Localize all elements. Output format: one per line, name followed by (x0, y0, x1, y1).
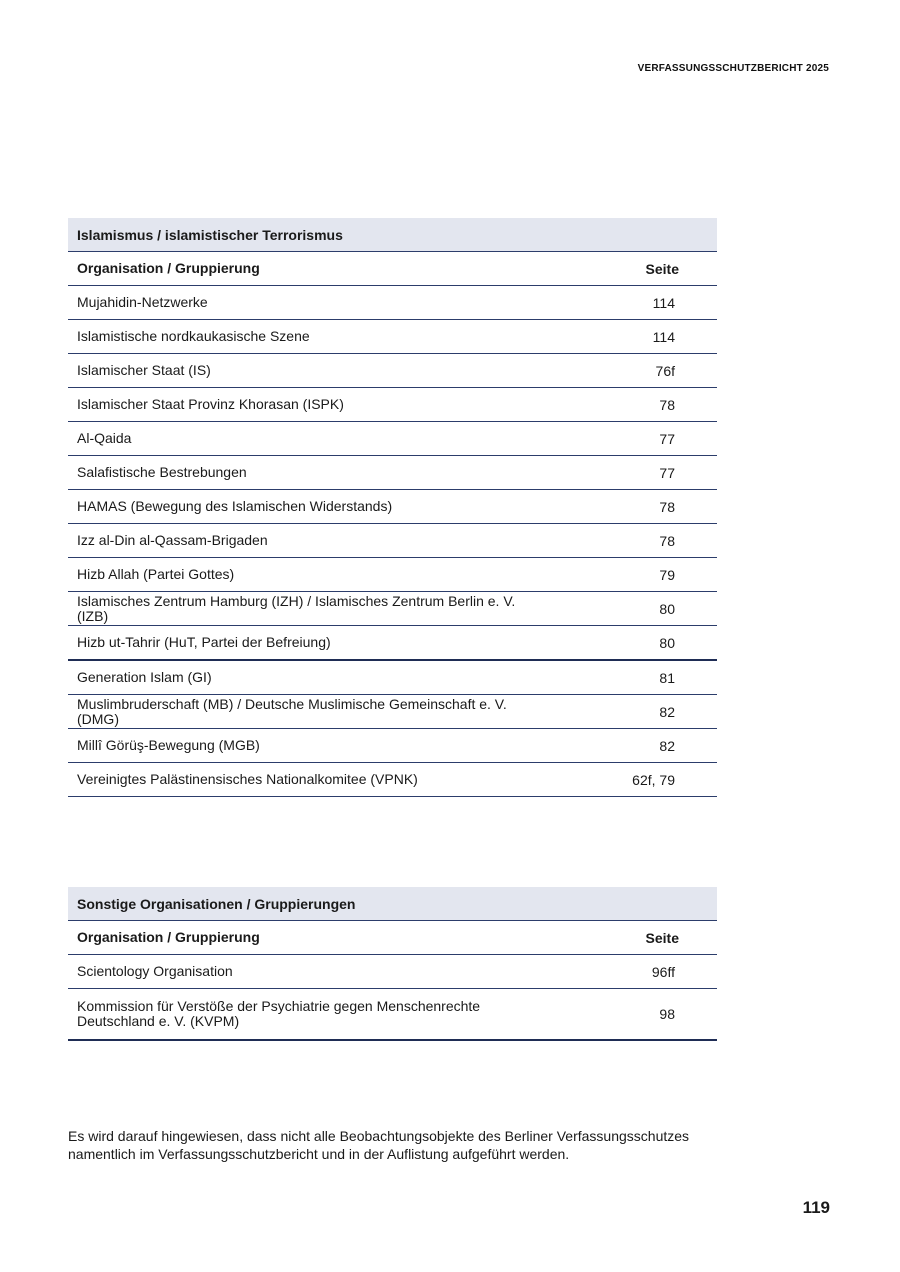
table-row (68, 695, 717, 729)
organisation-name: Salafistische Bestrebungen (77, 464, 247, 480)
page-reference: 96ff (651, 963, 675, 980)
organisation-name: Muslimbruderschaft (MB) / Deutsche Muslimische Gemeinschaft e. V. (DMG) (77, 695, 507, 727)
page-reference: 98 (659, 1006, 675, 1022)
running-head: VERFASSUNGSSCHUTZBERICHT 2025 (637, 63, 829, 74)
page-reference: 114 (652, 294, 675, 311)
organisation-name: Scientology Organisation (77, 963, 233, 979)
page-reference: 77 (659, 464, 675, 481)
organisation-name: Millî Görüş-Bewegung (MGB) (77, 737, 260, 753)
page-reference: 114 (652, 328, 675, 345)
table-row (68, 354, 717, 388)
page-reference: 82 (659, 737, 675, 754)
page-reference: 80 (659, 634, 675, 651)
organisation-name: Mujahidin-Netzwerke (77, 294, 208, 310)
page-reference: 79 (659, 566, 675, 583)
table-row (68, 286, 717, 320)
page-reference: 81 (659, 669, 675, 686)
page-reference: 80 (659, 600, 675, 617)
organisation-name: Islamistische nordkaukasische Szene (77, 328, 310, 344)
organisation-name: Izz al-Din al-Qassam-Brigaden (77, 532, 268, 548)
organisation-name: Vereinigtes Palästinensisches Nationalkomitee (VPNK) (77, 771, 418, 787)
organisation-name: Hizb Allah (Partei Gottes) (77, 566, 235, 582)
islamism-table (68, 218, 717, 797)
page-reference: 78 (659, 498, 675, 515)
table-row (68, 729, 717, 763)
other-organisations-table (68, 887, 717, 1041)
organisation-name: Islamisches Zentrum Hamburg (IZH) / Islamisches Zentrum Berlin e. V. (IZB) (77, 592, 516, 624)
table-row (68, 388, 717, 422)
table-row (68, 320, 717, 354)
footnote-text: Es wird darauf hingewiesen, dass nicht alle Beobachtungsobjekte des Berliner Verfassungsschutzes namentlich im Verfassungsschutzbericht und in der Auflistung aufgeführt werden. (68, 1128, 690, 1162)
page-number: 119 (802, 1198, 830, 1217)
column-header-organisation: Organisation / Gruppierung (77, 260, 260, 276)
organisation-name: Islamischer Staat Provinz Khorasan (ISPK) (77, 396, 344, 412)
table-row (68, 661, 717, 695)
page-reference: 78 (659, 396, 675, 413)
organisation-name: Hizb ut-Tahrir (HuT, Partei der Befreiung) (77, 634, 331, 650)
table-header-row (68, 921, 717, 955)
page-reference: 82 (659, 703, 675, 720)
organisation-name: Generation Islam (GI) (77, 669, 212, 685)
table-row (68, 989, 717, 1041)
organisation-name: HAMAS (Bewegung des Islamischen Widerstands) (77, 498, 393, 514)
table-row (68, 592, 717, 626)
organisation-name: Kommission für Verstöße der Psychiatrie gegen Menschenrechte Deutschland e. V. (KVPM) (77, 998, 481, 1029)
table-row (68, 626, 717, 661)
page-reference: 76f (655, 362, 675, 379)
organisation-name: Al-Qaida (77, 430, 132, 446)
table-row (68, 490, 717, 524)
column-header-page: Seite (645, 929, 679, 946)
table-row (68, 558, 717, 592)
page-reference: 77 (659, 430, 675, 447)
table-row (68, 524, 717, 558)
page-reference: 78 (659, 532, 675, 549)
organisation-name: Islamischer Staat (IS) (77, 362, 211, 378)
page-reference: 62f, 79 (632, 771, 675, 788)
table-row (68, 422, 717, 456)
table-header-row (68, 252, 717, 286)
table-row (68, 763, 717, 797)
table-row (68, 955, 717, 989)
column-header-organisation: Organisation / Gruppierung (77, 929, 260, 945)
table-row (68, 456, 717, 490)
column-header-page: Seite (645, 260, 679, 277)
table-title: Islamismus / islamistischer Terrorismus (68, 218, 717, 252)
table-title: Sonstige Organisationen / Gruppierungen (68, 887, 717, 921)
